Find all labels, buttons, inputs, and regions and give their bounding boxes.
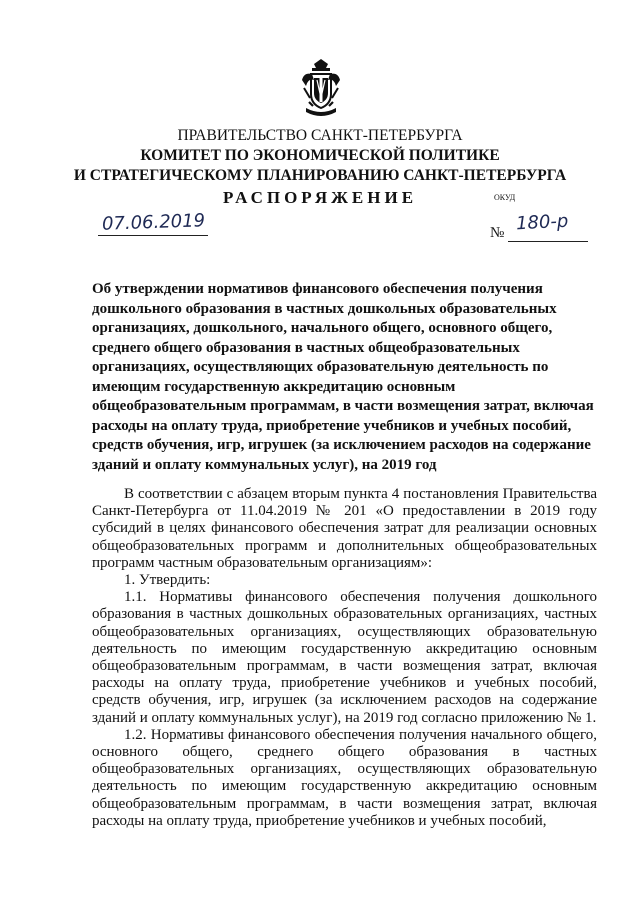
date-underline [98,235,208,236]
document-date: 07.06.2019 [101,210,206,235]
number-sign: № [490,225,505,241]
okud-label: ОКУД [494,193,516,202]
paragraph-preamble: В соответствии с абзацем вторым пункта 4 постановления Правительства Санкт-Петербурга от 11.04.2019 № 201 «О предоставлении в 2019 году субсидий в целях финансового обеспечения затрат для реализации основных общеобразовательных программ и дополнительных общеобразовательных программ частным образовательным организациям»: [92,486,597,571]
document-title: Об утверждении нормативов финансового обеспечения получения дошкольного образования в частных дошкольных образовательных организациях, дошкольного, начального общего, основного общего, среднего общего образования в частных общеобразовательных организациях, осуществляющих образовательную деятельность по имеющим государственную аккредитацию основным общеобразовательным программам, в части возмещения затрат, включая расходы на оплату труда, приобретение учебников и учебных пособий, средств обучения, игр, игрушек (за исключением расходов на содержание зданий и оплату коммунальных услуг), на 2019 год [92,281,594,473]
paragraph-approve: 1. Утвердить: [124,572,211,589]
committee-name-line1: КОМИТЕТ ПО ЭКОНОМИЧЕСКОЙ ПОЛИТИКЕ [140,147,500,164]
committee-name-line2: И СТРАТЕГИЧЕСКОМУ ПЛАНИРОВАНИЮ САНКТ-ПЕТЕРБУРГА [73,167,567,184]
paragraph-item-1-2: 1.2. Нормативы финансового обеспечения получения начального общего, основного общего, среднего общего образования в частных общеобразовательных организациях, осуществляющих образовательную деятельность по имеющим государственную аккредитацию основным общеобразовательным программам, в части возмещения затрат, включая расходы на оплату труда, приобретение учебников и учебных пособий, [92,726,597,829]
document-type: РАСПОРЯЖЕНИЕ [222,188,418,207]
government-name: ПРАВИТЕЛЬСТВО САНКТ-ПЕТЕРБУРГА [177,127,463,144]
number-underline [508,241,588,242]
document-body [92,486,597,830]
document-number: 180-р [515,210,569,235]
coat-of-arms-icon [300,58,342,120]
paragraph-item-1-1: 1.1. Нормативы финансового обеспечения получения дошкольного образования в частных дошкольных образовательных организациях, частных общеобразовательных организациях, осуществляющих образовательную деятельность по имеющим государственную аккредитацию основным общеобразовательным программам, в части возмещения затрат, включая расходы на оплату труда, приобретение учебников и учебных пособий, средств обучения, игр, игрушек (за исключением расходов на содержание зданий и оплату коммунальных услуг), на 2019 год согласно приложению № 1. [92,589,597,726]
